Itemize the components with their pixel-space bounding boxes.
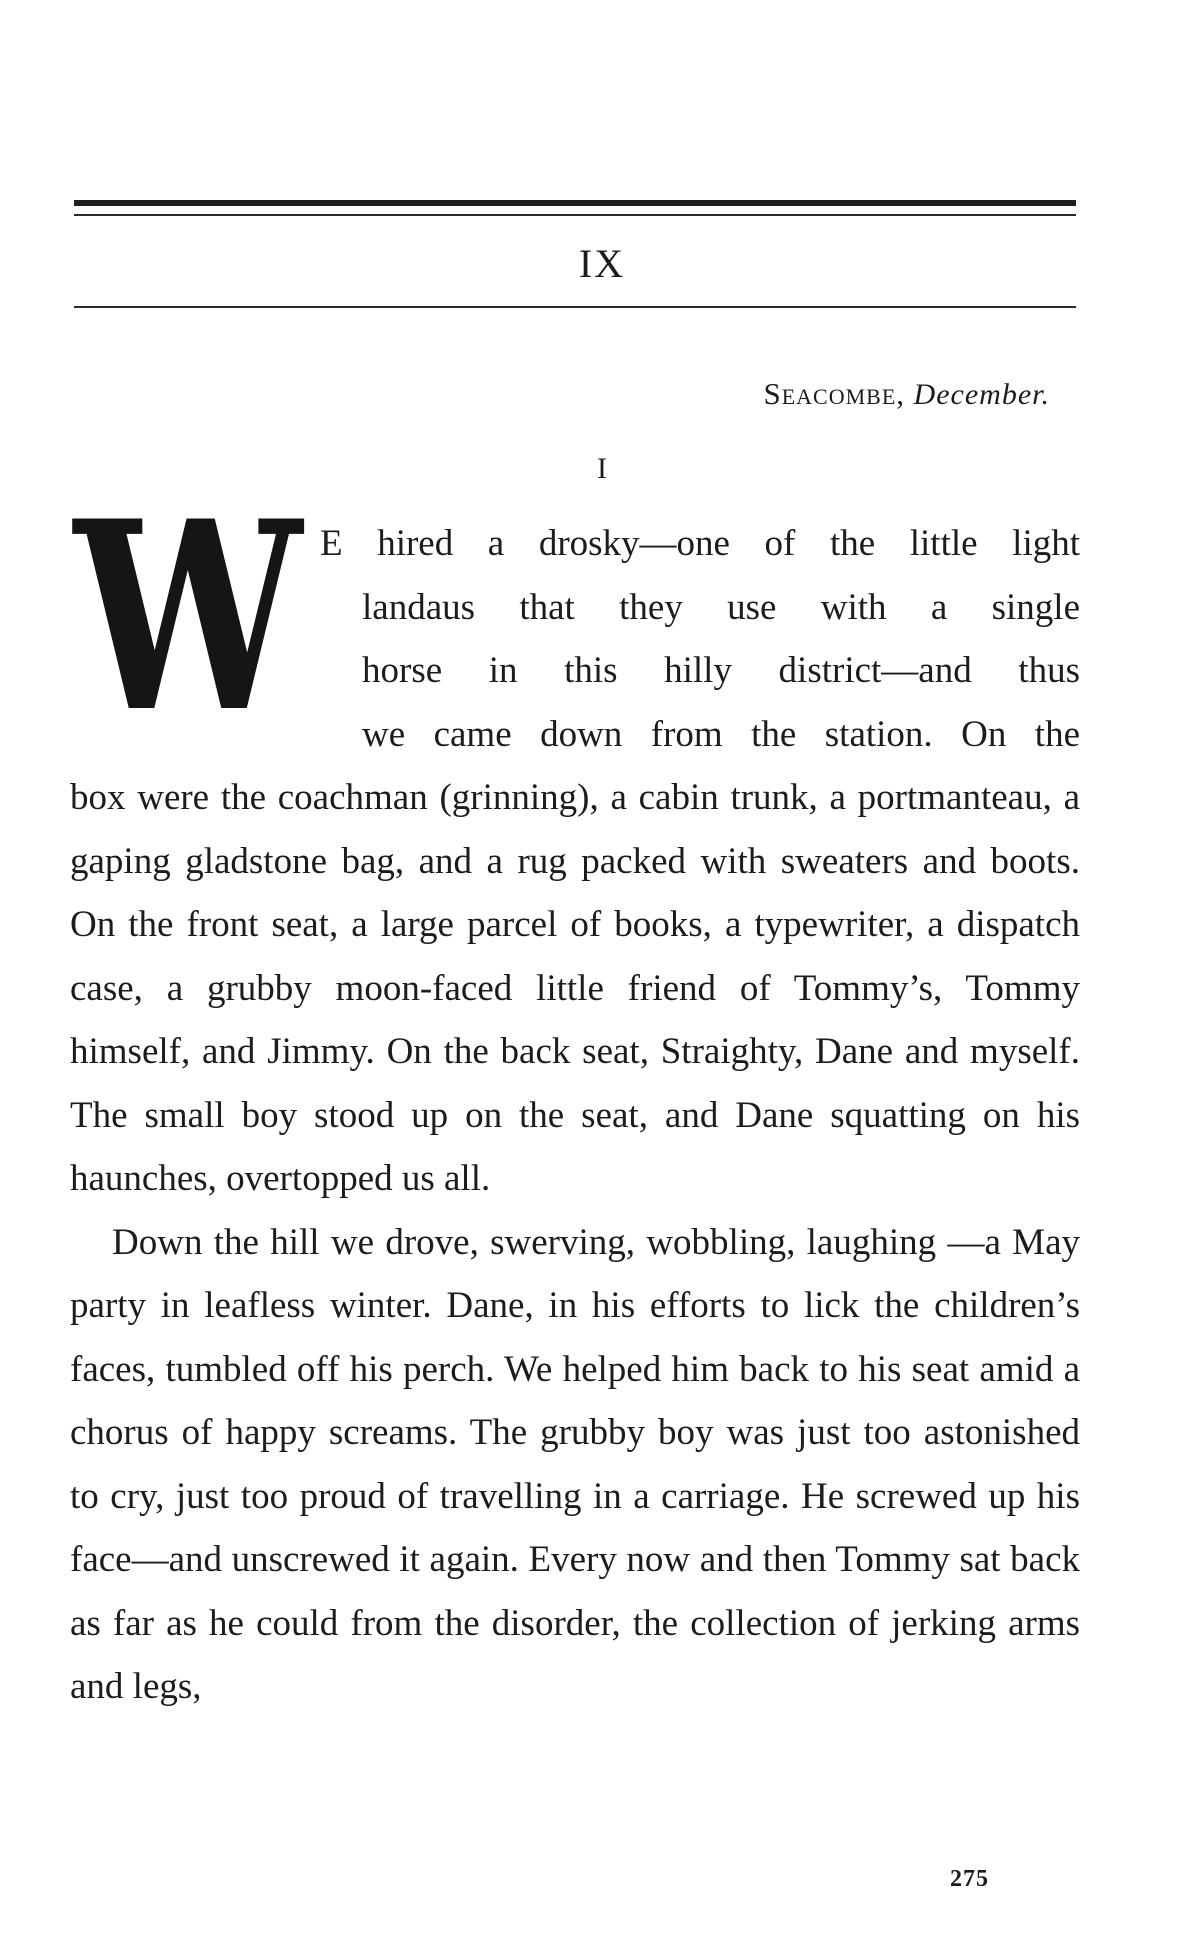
chapter-number: IX: [578, 241, 626, 286]
section-number: I: [597, 452, 607, 485]
dateline-month: December.: [913, 378, 1050, 411]
page-number: 275: [950, 1866, 989, 1892]
paragraph-1-rest: box were the coachman (grinning), a cabin trunk, a portmanteau, a gaping gladstone bag, and a rug packed with sweaters and boots. On the front seat, a large parcel of books, a typewriter, a dispatch case, a grubby moon-faced little friend of Tommy’s, Tommy himself, and Jimmy. On the back seat, Straighty, Dane and myself. The small boy stood up on the seat, and Dane squatting on his haunches, overtopped us all.: [70, 777, 1080, 1199]
header-rule-thin: [74, 214, 1076, 216]
cap-line-4: we came down from the station. On the: [362, 713, 1080, 755]
chapter-rule: [74, 306, 1076, 308]
drop-cap: W: [74, 465, 302, 770]
cap-line-3: horse in this hilly district—and thus: [362, 650, 1080, 691]
body-text: [70, 512, 1080, 1719]
cap-line-1: E hired a drosky—one of the little light: [320, 523, 1080, 564]
dateline-place: Seacombe,: [763, 376, 906, 411]
cap-line-2: landaus that they use with a single: [362, 586, 1080, 628]
dateline: [763, 376, 1050, 412]
header-rule-thick: [74, 200, 1076, 206]
paragraph-1: [70, 512, 1080, 1211]
paragraph-2: Down the hill we drove, swerving, wobbling, laughing —a May party in leafless winter. Dane, in his efforts to lick the children’s faces, tumbled off his perch. We helped him back to his seat amid a chorus of happy screams. The grubby boy was just too astonished to cry, just too proud of travelling in a carriage. He screwed up his face—and unscrewed it again. Every now and then Tommy sat back as far as he could from the disorder, the collection of jerking arms and legs,: [70, 1221, 1080, 1707]
